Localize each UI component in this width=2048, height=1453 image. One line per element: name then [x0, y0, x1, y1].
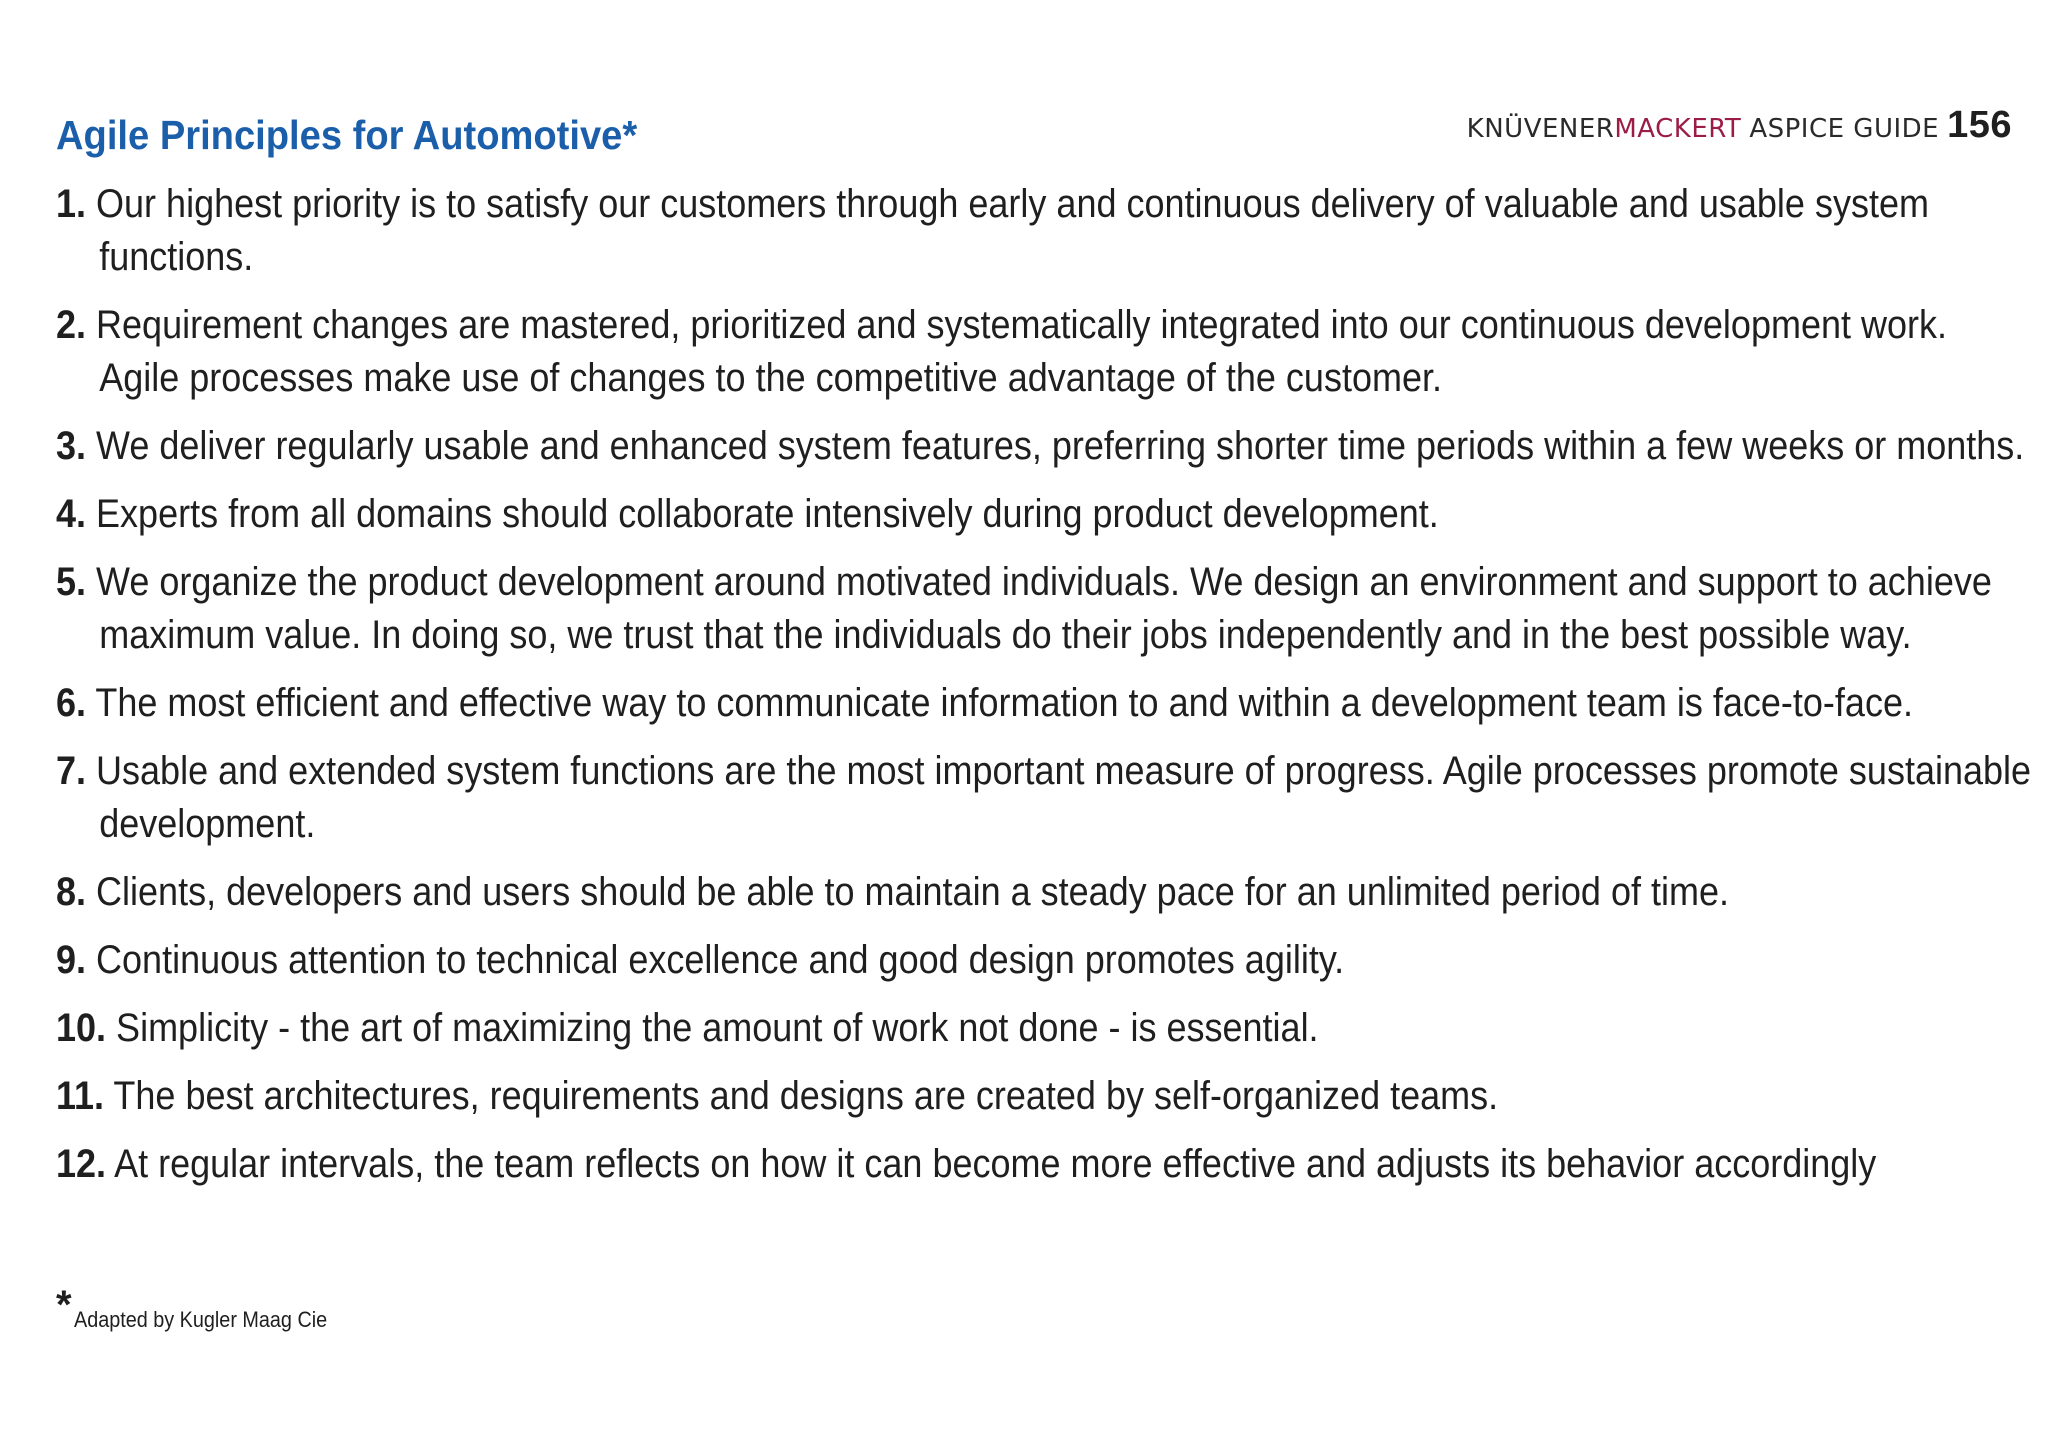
principle-text: Continuous attention to technical excellence and good design promotes agility. [96, 938, 1345, 982]
principle-text: Simplicity - the art of maximizing the amount of work not done - is essential. [116, 1006, 1319, 1050]
principle-text: We organize the product development around motivated individuals. We design an environment and support to achieve maximum value. In doing so, we trust that the individuals do their jobs independently and in the best possible way. [96, 560, 1992, 657]
brand-name-part2: MACKERT [1614, 114, 1742, 144]
footnote-text: Adapted by Kugler Maag Cie [73, 1307, 327, 1332]
principle-number: 3. [56, 424, 87, 468]
principle-text: Our highest priority is to satisfy our customers through early and continuous delivery of valuable and usable system functions. [96, 182, 1929, 279]
principle-item [56, 178, 2034, 284]
principle-number: 12. [56, 1142, 107, 1186]
principle-number: 11. [56, 1074, 105, 1118]
footnote-asterisk: * [56, 1283, 72, 1327]
principle-item [56, 420, 2034, 473]
principle-text: We deliver regularly usable and enhanced system features, preferring shorter time periods within a few weeks or months. [96, 424, 2025, 468]
principle-number: 9. [56, 938, 87, 982]
principle-item [56, 677, 2034, 730]
principle-number: 1. [56, 182, 87, 226]
principle-number: 10. [56, 1006, 107, 1050]
principle-item [56, 934, 2034, 987]
page-header [0, 0, 2048, 160]
principle-text: At regular intervals, the team reflects on how it can become more effective and adjusts its behavior accordingly [114, 1142, 1877, 1186]
principles-list [56, 178, 2032, 1206]
brand-guide-label: ASPICE GUIDE [1749, 114, 1940, 144]
brand-logo [1467, 104, 2012, 147]
principle-item [56, 745, 2034, 851]
principle-number: 6. [56, 681, 87, 725]
principle-item [56, 556, 2034, 662]
principle-item [56, 866, 2034, 919]
page-number: 156 [1947, 104, 2012, 146]
principle-number: 7. [56, 749, 87, 793]
principle-text: The most efficient and effective way to communicate information to and within a development team is face-to-face. [95, 681, 1913, 725]
principle-number: 8. [56, 870, 87, 914]
principle-number: 4. [56, 492, 87, 536]
footnote [56, 1283, 355, 1332]
principle-number: 2. [56, 303, 87, 347]
principle-item [56, 299, 2034, 405]
principle-item [56, 1138, 2034, 1191]
principle-text: Clients, developers and users should be able to maintain a steady pace for an unlimited period of time. [96, 870, 1730, 914]
brand-name-part1: KNÜVENER [1466, 114, 1615, 144]
principle-item [56, 488, 2034, 541]
principle-item [56, 1070, 2034, 1123]
principle-text: The best architectures, requirements and designs are created by self-organized teams. [113, 1074, 1499, 1118]
principle-text: Usable and extended system functions are the most important measure of progress. Agile processes promote sustainable development. [96, 749, 2032, 846]
principle-text: Experts from all domains should collaborate intensively during product development. [96, 492, 1439, 536]
principle-number: 5. [56, 560, 87, 604]
principle-item [56, 1002, 2034, 1055]
principle-text: Requirement changes are mastered, prioritized and systematically integrated into our continuous development work. Agile processes make use of changes to the competitive advantage of the customer. [96, 303, 1948, 400]
page-title: Agile Principles for Automotive* [56, 112, 638, 158]
